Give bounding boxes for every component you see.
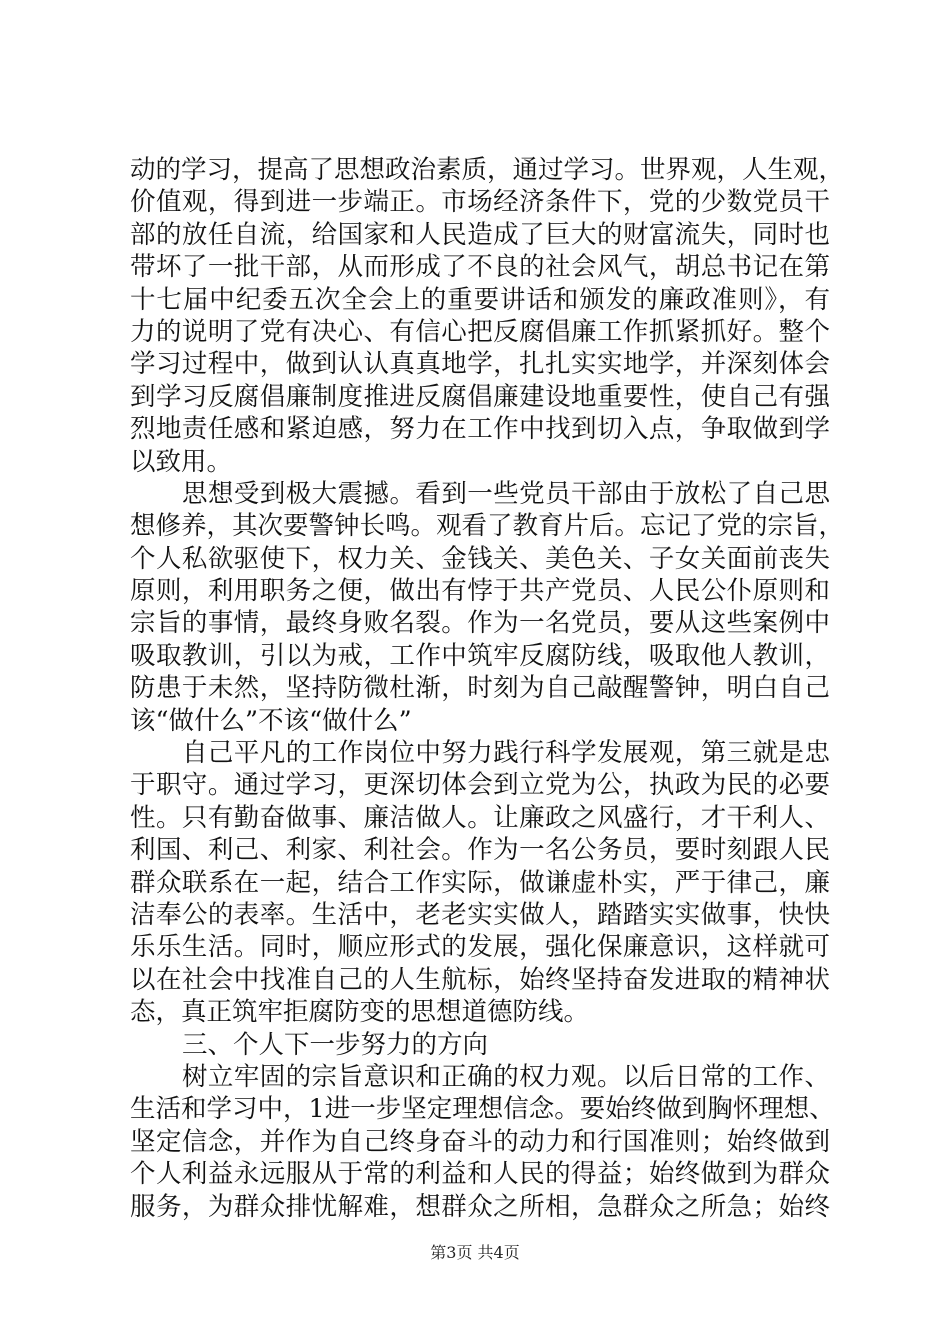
text-line: 个人利益永远服从于常的利益和人民的得益；始终做到为群众 bbox=[130, 1159, 830, 1190]
text-line: 以在社会中找准自己的人生航标，始终坚持奋发进取的精神状 bbox=[130, 964, 830, 995]
text-line: 带坏了一批干部，从而形成了不良的社会风气，胡总书记在第 bbox=[130, 252, 830, 283]
text-line: 力的说明了党有决心、有信心把反腐倡廉工作抓紧抓好。整个 bbox=[130, 316, 830, 347]
text-line: 宗旨的事情，最终身败名裂。作为一名党员，要从这些案例中 bbox=[130, 608, 830, 639]
text-line: 部的放任自流，给国家和人民造成了巨大的财富流失，同时也 bbox=[130, 219, 830, 250]
text-line: 自己平凡的工作岗位中努力践行科学发展观，第三就是忠 bbox=[182, 738, 830, 769]
section-heading: 三、个人下一步努力的方向 bbox=[182, 1029, 489, 1060]
text-line: 服务，为群众排忧解难，想群众之所相，急群众之所急；始终 bbox=[130, 1191, 830, 1222]
text-line: 坚定信念，并作为自己终身奋斗的动力和行国准则；始终做到 bbox=[130, 1126, 830, 1157]
text-line: 群众联系在一起，结合工作实际，做谦虚朴实，严于律己，廉 bbox=[130, 867, 830, 898]
text-line: 动的学习，提高了思想政治素质，通过学习。世界观，人生观， bbox=[130, 155, 845, 185]
page-number-footer: 第3页 共4页 bbox=[430, 1243, 520, 1262]
text-line: 态，真正筑牢拒腐防变的思想道德防线。 bbox=[130, 997, 590, 1028]
text-line: 以致用。 bbox=[130, 446, 233, 477]
text-line: 学习过程中，做到认认真真地学，扎扎实实地学，并深刻体会 bbox=[130, 349, 830, 380]
text-line: 防患于未然，坚持防微杜渐，时刻为自己敲醒警钟，明白自己 bbox=[130, 673, 830, 704]
text-line: 到学习反腐倡廉制度推进反腐倡廉建设地重要性，使自己有强 bbox=[130, 381, 830, 412]
text-line: 思想受到极大震撼。看到一些党员干部由于放松了自己思 bbox=[182, 478, 830, 509]
text-line: 十七届中纪委五次全会上的重要讲话和颁发的廉政准则》，有 bbox=[130, 284, 830, 315]
text-line: 性。只有勤奋做事、廉洁做人。让廉政之风盛行，才干利人、 bbox=[130, 802, 830, 833]
text-line: 生活和学习中，1进一步坚定理想信念。要始终做到胸怀理想、 bbox=[130, 1094, 835, 1125]
text-line: 于职守。通过学习，更深切体会到立党为公，执政为民的必要 bbox=[130, 770, 830, 801]
text-line: 乐乐生活。同时，顺应形式的发展，强化保廉意识，这样就可 bbox=[130, 932, 830, 963]
text-line: 烈地责任感和紧迫感，努力在工作中找到切入点，争取做到学 bbox=[130, 414, 830, 445]
text-line: 树立牢固的宗旨意识和正确的权力观。以后日常的工作、 bbox=[182, 1061, 830, 1092]
text-line: 想修养，其次要警钟长鸣。观看了教育片后。忘记了党的宗旨， bbox=[130, 511, 845, 542]
text-line: 吸取教训，引以为戒，工作中筑牢反腐防线，吸取他人教训， bbox=[130, 640, 830, 671]
document-body bbox=[130, 154, 845, 1223]
text-line: 原则，利用职务之便，做出有悖于共产党员、人民公仆原则和 bbox=[130, 576, 830, 607]
text-line: 该“做什么”不该“做什么” bbox=[130, 705, 412, 736]
text-line: 利国、利己、利家、利社会。作为一名公务员，要时刻跟人民 bbox=[130, 835, 830, 866]
text-line: 个人私欲驱使下，权力关、金钱关、美色关、子女关面前丧失 bbox=[130, 543, 830, 574]
text-line: 洁奉公的表率。生活中，老老实实做人，踏踏实实做事，快快 bbox=[130, 899, 830, 930]
text-line: 价值观，得到进一步端正。市场经济条件下，党的少数党员干 bbox=[130, 187, 830, 218]
